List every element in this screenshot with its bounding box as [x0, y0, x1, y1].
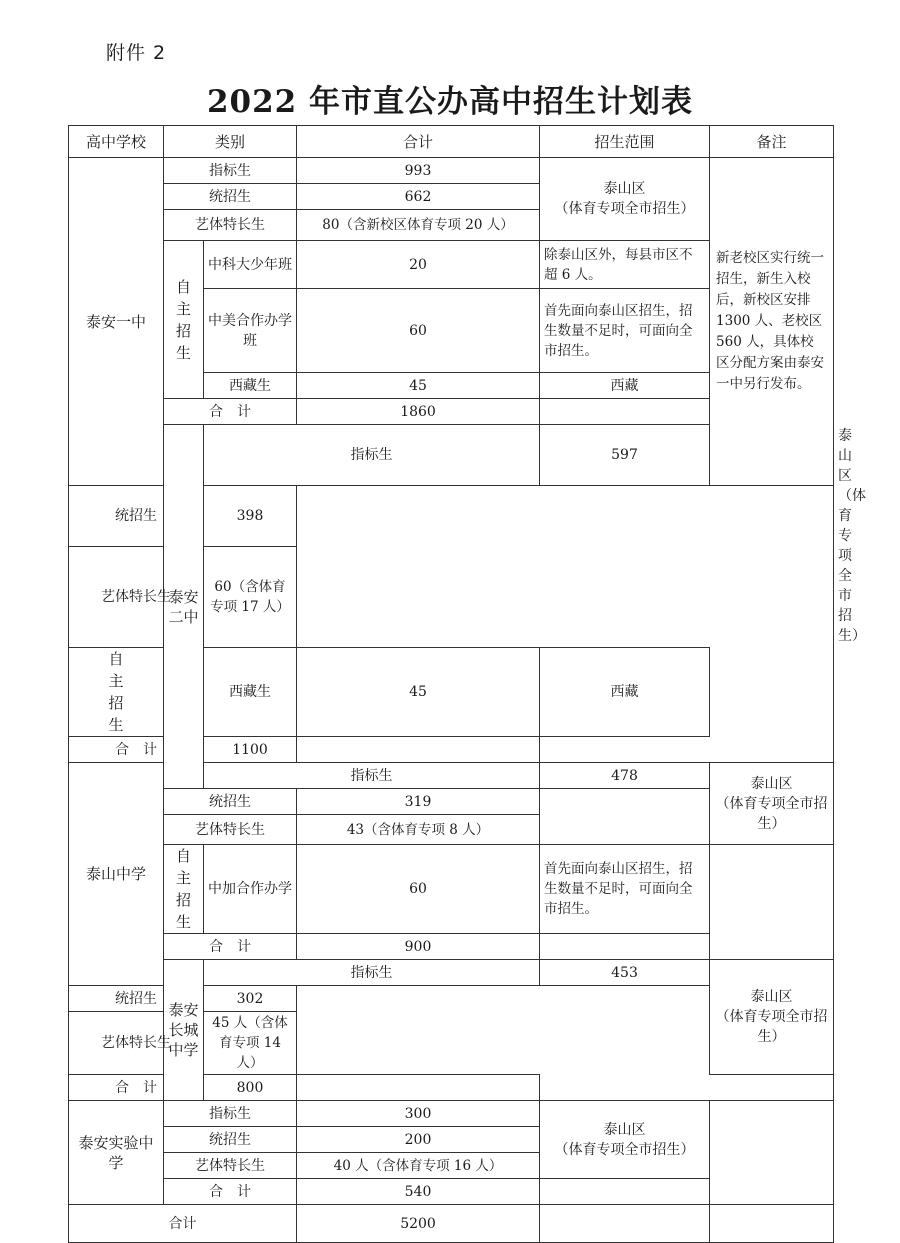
value-cell: 597	[540, 425, 710, 486]
category-cell: 艺体特长生	[69, 1012, 204, 1075]
scope-cell: 西藏	[540, 648, 710, 737]
header-remark: 备注	[710, 126, 834, 158]
category-cell: 统招生	[164, 184, 297, 210]
scope-cell: 西藏	[540, 373, 710, 399]
value-cell: 453	[540, 960, 710, 986]
table-row	[69, 486, 834, 547]
total-value: 1100	[204, 737, 297, 763]
total-label: 合 计	[69, 1075, 204, 1101]
school-name: 泰山中学	[69, 763, 164, 986]
scope-cell: 首先面向泰山区招生，招生数量不足时，可面向全市招生。	[540, 845, 710, 934]
total-label: 合 计	[164, 1179, 297, 1205]
total-value: 540	[297, 1179, 540, 1205]
value-cell: 60	[297, 845, 540, 934]
category-cell: 指标生	[164, 158, 297, 184]
category-cell: 统招生	[69, 986, 204, 1012]
zizhu-label: 自 主 招 生	[69, 648, 164, 737]
header-school: 高中学校	[69, 126, 164, 158]
category-cell: 艺体特长生	[164, 1153, 297, 1179]
table-row	[69, 158, 834, 184]
remark-cell: 新老校区实行统一招生，新生入校后，新校区安排 1300 人、老校区 560 人，具体校区分配方案由泰安一中另行发布。	[710, 158, 834, 486]
scope-cell: 除泰山区外，每县市区不超 6 人。	[540, 241, 710, 289]
zizhu-label: 自 主 招 生	[164, 241, 204, 399]
attachment-label: 附件 2	[106, 42, 167, 64]
value-cell: 398	[204, 486, 297, 547]
total-value: 800	[204, 1075, 297, 1101]
value-cell: 662	[297, 184, 540, 210]
header-total: 合计	[297, 126, 540, 158]
category-cell: 指标生	[204, 763, 540, 789]
total-label: 合 计	[164, 399, 297, 425]
table-row	[69, 1075, 834, 1101]
enrollment-plan-table	[68, 125, 867, 1243]
scope-cell: 泰山区 （体育专项全市招生）	[540, 158, 710, 241]
value-cell: 319	[297, 789, 540, 815]
value-cell: 60	[297, 289, 540, 373]
empty-cell	[540, 934, 710, 960]
school-name: 泰安长城中学	[164, 960, 204, 1101]
empty-cell	[540, 1205, 710, 1243]
category-cell: 艺体特长生	[164, 210, 297, 241]
category-cell: 艺体特长生	[164, 815, 297, 845]
empty-cell	[540, 1179, 710, 1205]
grand-total-value: 5200	[297, 1205, 540, 1243]
empty-cell	[297, 737, 540, 763]
table-row	[69, 960, 834, 986]
value-cell: 478	[540, 763, 710, 789]
value-cell: 45 人（含体育专项 14 人）	[204, 1012, 297, 1075]
scope-cell: 泰山区 （体育专项全市招生）	[710, 763, 834, 845]
category-cell: 西藏生	[204, 648, 297, 737]
value-cell: 200	[297, 1127, 540, 1153]
remark-cell	[710, 1101, 834, 1205]
header-scope: 招生范围	[540, 126, 710, 158]
document-title: 2022 年市直公办高中招生计划表	[206, 84, 694, 120]
category-cell: 中科大少年班	[204, 241, 297, 289]
empty-cell	[710, 1205, 834, 1243]
value-cell: 80（含新校区体育专项 20 人）	[297, 210, 540, 241]
value-cell: 45	[297, 648, 540, 737]
table-row: 泰安二中 指标生 597 泰山区 （体育专项全市招生）	[69, 425, 834, 486]
scope-cell: 泰山区 （体育专项全市招生）	[710, 960, 834, 1075]
category-cell: 中美合作办学班	[204, 289, 297, 373]
empty-cell	[297, 1075, 540, 1101]
value-cell: 45	[297, 373, 540, 399]
empty-cell	[540, 399, 710, 425]
table-header-row	[69, 126, 834, 158]
school-name: 泰安实验中学	[69, 1101, 164, 1205]
value-cell: 60（含体育专项 17 人）	[204, 547, 297, 648]
category-cell: 统招生	[164, 1127, 297, 1153]
value-cell: 20	[297, 241, 540, 289]
category-cell: 艺体特长生	[69, 547, 204, 648]
total-value: 900	[297, 934, 540, 960]
value-cell: 302	[204, 986, 297, 1012]
category-cell: 西藏生	[204, 373, 297, 399]
school-name: 泰安一中	[69, 158, 164, 486]
table-row	[69, 1101, 834, 1127]
scope-cell: 首先面向泰山区招生，招生数量不足时，可面向全市招生。	[540, 289, 710, 373]
table-row	[69, 845, 834, 934]
category-cell: 指标生	[204, 425, 540, 486]
value-cell: 300	[297, 1101, 540, 1127]
school-name: 泰安二中	[164, 425, 204, 789]
total-label: 合 计	[69, 737, 204, 763]
table-row	[69, 934, 834, 960]
category-cell: 指标生	[204, 960, 540, 986]
grand-total-label: 合计	[69, 1205, 297, 1243]
category-cell: 中加合作办学	[204, 845, 297, 934]
grand-total-row	[69, 1205, 834, 1243]
category-cell: 指标生	[164, 1101, 297, 1127]
table-row	[69, 737, 834, 763]
value-cell: 40 人（含体育专项 16 人）	[297, 1153, 540, 1179]
category-cell: 统招生	[164, 789, 297, 815]
total-value: 1860	[297, 399, 540, 425]
value-cell: 43（含体育专项 8 人）	[297, 815, 540, 845]
value-cell: 993	[297, 158, 540, 184]
category-cell: 统招生	[69, 486, 204, 547]
total-label: 合 计	[164, 934, 297, 960]
scope-cell: 泰山区 （体育专项全市招生）	[540, 1101, 710, 1179]
zizhu-label: 自 主 招 生	[164, 845, 204, 934]
header-category: 类别	[164, 126, 297, 158]
